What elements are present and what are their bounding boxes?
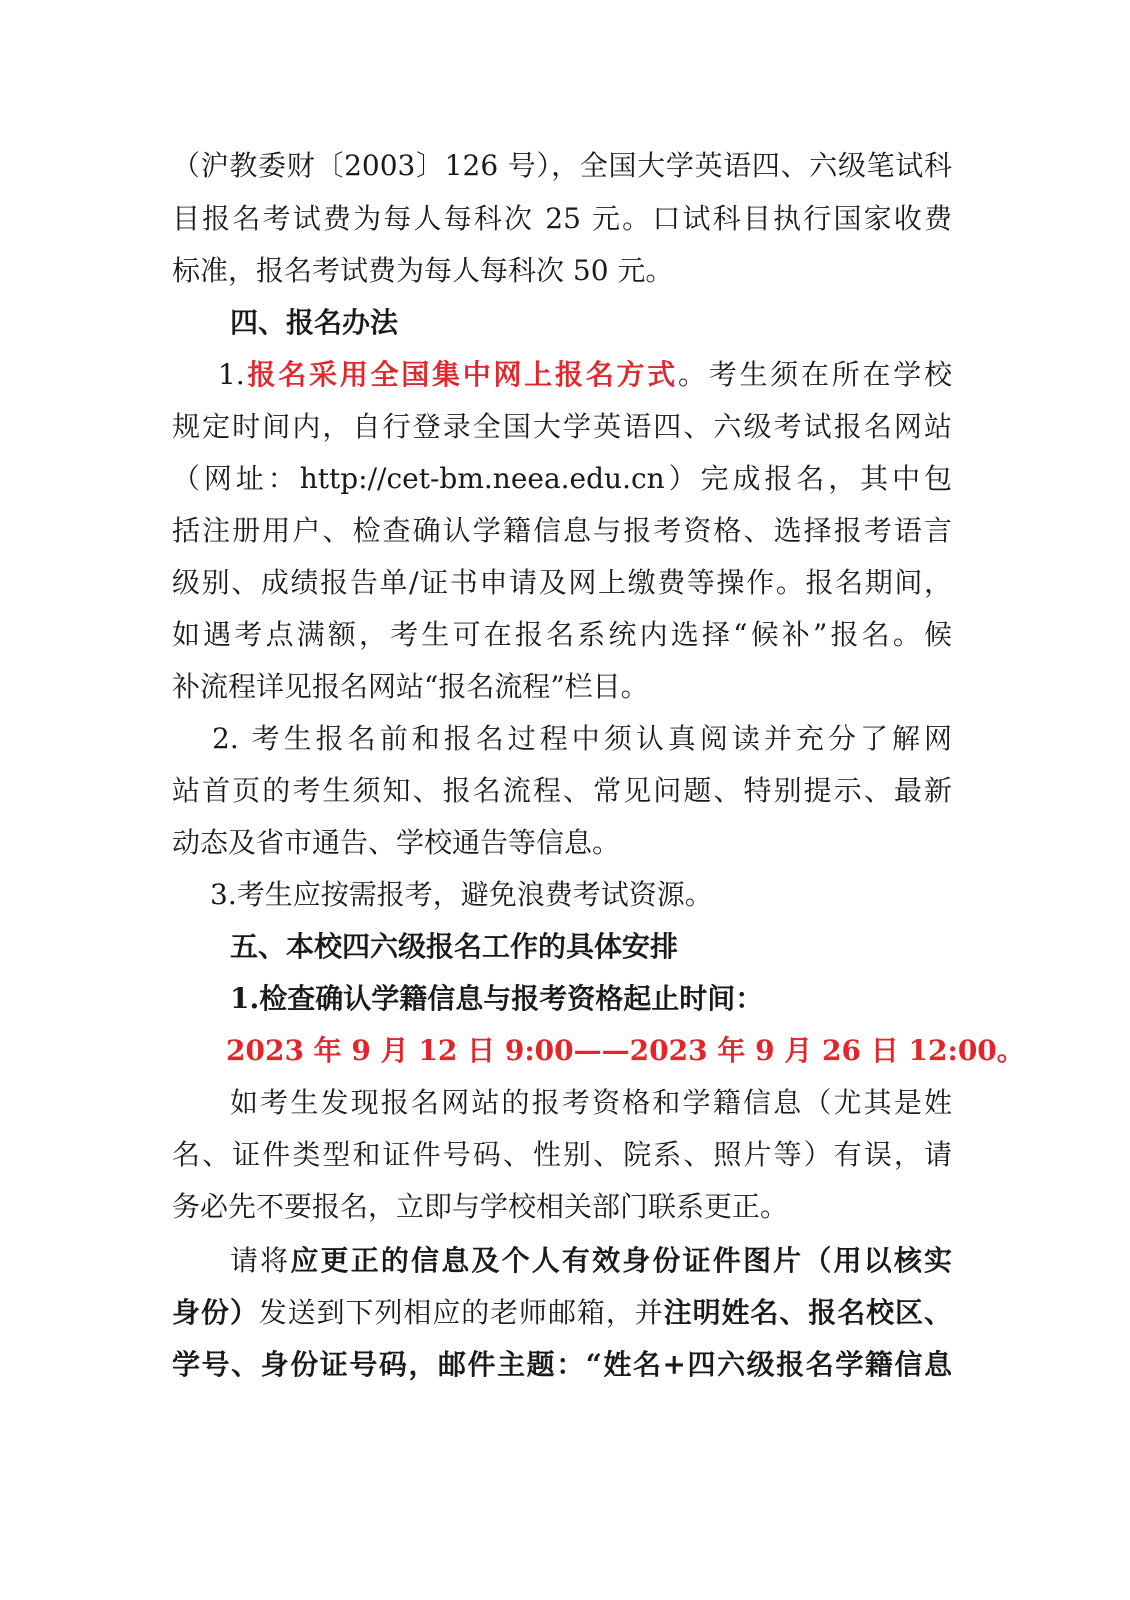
section-heading-5: 五、本校四六级报名工作的具体安排 — [230, 930, 679, 963]
item-number: 1. — [218, 358, 245, 391]
paragraph-line: 补流程详见报名网站“报名流程”栏目。 — [172, 670, 649, 703]
section-heading-4: 四、报名办法 — [230, 306, 399, 339]
paragraph-line — [218, 355, 952, 395]
highlight-text: 报名采用全国集中网上报名方式 — [244, 358, 678, 391]
paragraph-line: 学号、身份证号码，邮件主题：“姓名+四六级报名学籍信息 — [172, 1348, 952, 1381]
paragraph-line: 标准，报名考试费为每人每科次 50 元。 — [172, 254, 674, 287]
bold-text: 应更正的信息及个人有效身份证件图片（用以核实 — [290, 1244, 952, 1277]
paragraph-line — [230, 1241, 952, 1281]
paragraph-text: 请将 — [230, 1244, 291, 1277]
paragraph-line: 如遇考点满额，考生可在报名系统内选择“候补”报名。候 — [172, 618, 952, 651]
date-range: 2023 年 9 月 12 日 9:00——2023 年 9 月 26 日 12:00。 — [226, 1034, 1025, 1067]
paragraph-line: 名、证件类型和证件号码、性别、院系、照片等）有误，请 — [172, 1138, 952, 1171]
paragraph-line: 级别、成绩报告单/证书申请及网上缴费等操作。报名期间， — [172, 566, 952, 599]
bold-text: 注明姓名、报名校区、 — [663, 1296, 952, 1329]
paragraph-line — [172, 1293, 952, 1333]
paragraph-line: 动态及省市通告、学校通告等信息。 — [172, 826, 621, 859]
paragraph-line: （网址：http://cet-bm.neea.edu.cn）完成报名，其中包 — [172, 462, 952, 495]
paragraph-line: 如考生发现报名网站的报考资格和学籍信息（尤其是姓 — [230, 1086, 952, 1119]
paragraph-line: 2. 考生报名前和报名过程中须认真阅读并充分了解网 — [212, 722, 952, 755]
paragraph-line: 站首页的考生须知、报名流程、常见问题、特别提示、最新 — [172, 774, 952, 807]
paragraph-line: 3.考生应按需报考，避免浪费考试资源。 — [210, 878, 713, 911]
sub-heading: 1.检查确认学籍信息与报考资格起止时间： — [230, 982, 764, 1015]
paragraph-line: 规定时间内，自行登录全国大学英语四、六级考试报名网站 — [172, 410, 952, 443]
paragraph-line: 务必先不要报名，立即与学校相关部门联系更正。 — [172, 1190, 789, 1223]
paragraph-text: 发送到下列相应的老师邮箱，并 — [258, 1296, 664, 1329]
paragraph-line: 目报名考试费为每人每科次 25 元。口试科目执行国家收费 — [172, 202, 952, 235]
bold-text: 身份） — [172, 1296, 259, 1329]
paragraph-line: 括注册用户、检查确认学籍信息与报考资格、选择报考语言 — [172, 514, 952, 547]
paragraph-line: （沪教委财〔2003〕126 号），全国大学英语四、六级笔试科 — [172, 149, 952, 182]
paragraph-text: 。考生须在所在学校 — [677, 358, 952, 391]
